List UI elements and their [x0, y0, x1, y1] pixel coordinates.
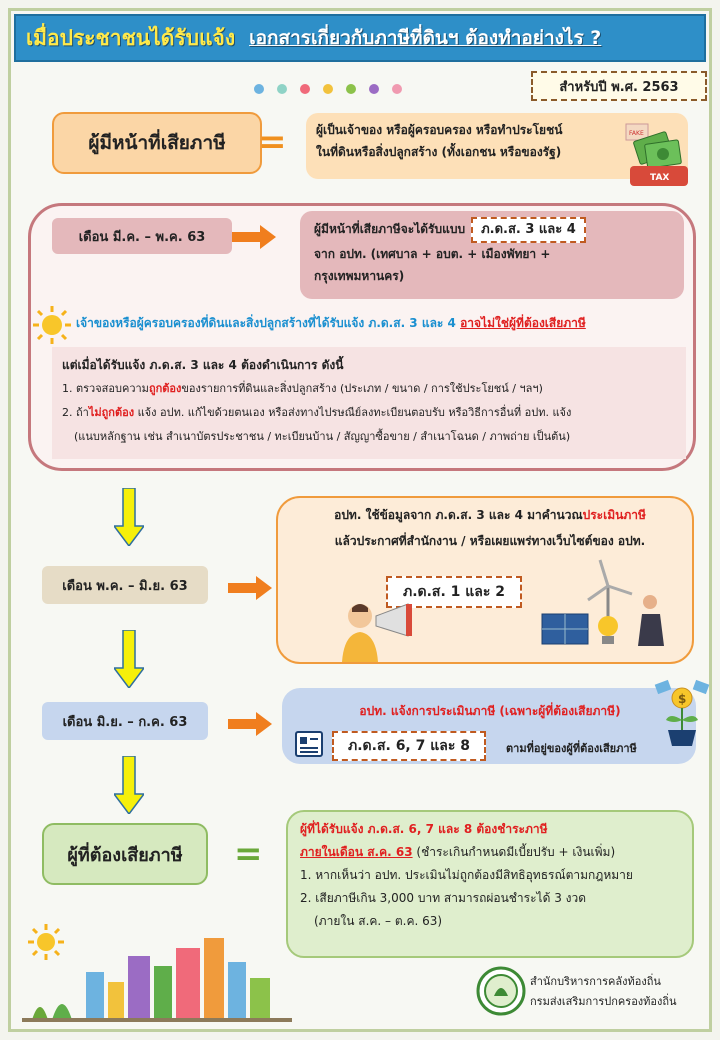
sun-icon	[32, 305, 72, 345]
dot-icon	[392, 84, 402, 94]
month-may-jun: เดือน พ.ค. – มิ.ย. 63	[42, 566, 208, 604]
equals-sign: =	[258, 122, 287, 162]
taxpayer-label: ผู้มีหน้าที่เสียภาษี	[52, 112, 262, 174]
dot-icon	[254, 84, 264, 94]
step1-red: ถูกต้อง	[148, 382, 182, 395]
steps-box	[52, 347, 686, 459]
fake-text: FAKE	[629, 130, 644, 137]
form-tag-pds-6-7-8: ภ.ด.ส. 6, 7 และ 8	[332, 731, 486, 761]
payment-deadline: ภายในเดือน ส.ค. 63	[300, 845, 413, 859]
header-banner	[14, 14, 706, 62]
notice-prefix: ผู้มีหน้าที่เสียภาษีจะได้รับแบบ	[314, 222, 466, 236]
form-tag-pds-1-2: ภ.ด.ส. 1 และ 2	[386, 576, 522, 608]
decorative-dots	[254, 84, 402, 94]
megaphone-person-icon	[338, 598, 428, 666]
notification-line1: อปท. แจ้งการประเมินภาษี (เฉพาะผู้ที่ต้องเสียภาษี)	[359, 704, 621, 718]
month-mar-may: เดือน มี.ค. – พ.ค. 63	[52, 218, 232, 254]
payment-line2-rest: (ชำระเกินกำหนดมีเบี้ยปรับ + เงินเพิ่ม)	[412, 845, 616, 859]
arrow-right-icon	[228, 576, 272, 600]
dot-icon	[346, 84, 356, 94]
step2-red: ไม่ถูกต้อง	[88, 406, 135, 419]
taxpayer-description-line1: ผู้เป็นเจ้าของ หรือผู้ครอบครอง หรือทำประโยชน์	[316, 123, 563, 137]
step2-text-a: 2. ถ้า	[62, 406, 89, 419]
payment-item2: 2. เสียภาษีเกิน 3,000 บาท สามารถผ่อนชำระได้ 3 งวด	[300, 891, 587, 905]
arrow-down-icon	[114, 630, 144, 688]
step2-evidence: (แนบหลักฐาน เช่น สำเนาบัตรประชาชน / ทะเบียนบ้าน / สัญญาซื้อขาย / สำเนาโฉนด / ภาพถ่าย เป็นต้น)	[74, 430, 571, 443]
year-label: สำหรับปี พ.ศ. 2563	[531, 71, 707, 101]
dot-icon	[369, 84, 379, 94]
document-icon	[294, 730, 324, 762]
notice-line3: กรุงเทพมหานคร)	[314, 269, 405, 283]
arrow-down-icon	[114, 488, 144, 546]
month-jun-jul: เดือน มิ.ย. – ก.ค. 63	[42, 702, 208, 740]
step2-text-b: แจ้ง อปท. แก้ไขด้วยตนเอง หรือส่งทางไปรษณีย์ลงทะเบียนตอบรับ หรือวิธีการอื่นที่ อปท. แจ้ง	[134, 406, 572, 419]
assessment-line1: อปท. ใช้ข้อมูลจาก ภ.ด.ส. 3 และ 4 มาคำนวณ	[334, 508, 583, 522]
form-tag-pds-3-4: ภ.ด.ส. 3 และ 4	[471, 217, 586, 243]
taxpayer-description-line2: ในที่ดินหรือสิ่งปลูกสร้าง (ทั้งเอกชน หรือของรัฐ)	[316, 145, 562, 159]
footer-line2: กรมส่งเสริมการปกครองท้องถิ่น	[530, 995, 677, 1008]
equals-sign: =	[234, 834, 263, 874]
tax-money-icon	[624, 122, 694, 194]
dot-icon	[300, 84, 310, 94]
header-title-part1: เมื่อประชาชนได้รับแจ้ง	[26, 25, 236, 50]
dot-icon	[323, 84, 333, 94]
step1-text-a: 1. ตรวจสอบความ	[62, 382, 149, 395]
payment-item1: 1. หากเห็นว่า อปท. ประเมินไม่ถูกต้องมีสิทธิอุทธรณ์ตามกฎหมาย	[300, 868, 633, 882]
step-1	[62, 377, 676, 401]
svg-text:$: $	[678, 692, 687, 706]
footer-line1: สำนักบริหารการคลังท้องถิ่น	[530, 975, 661, 988]
arrow-right-icon	[232, 225, 276, 249]
tax-text: TAX	[650, 173, 670, 183]
payment-item2-sub: (ภายใน ส.ค. – ต.ค. 63)	[314, 914, 443, 928]
renewable-energy-icon	[538, 556, 678, 660]
step-2	[62, 401, 676, 425]
department-logo-icon	[476, 966, 526, 1020]
money-plant-icon	[652, 676, 712, 752]
notification-address: ตามที่อยู่ของผู้ที่ต้องเสียภาษี	[506, 742, 637, 755]
arrow-right-icon	[228, 712, 272, 736]
assessment-text	[290, 502, 690, 554]
payment-line1: ผู้ที่ได้รับแจ้ง ภ.ด.ส. 6, 7 และ 8 ต้องชำระภาษี	[300, 822, 548, 836]
notice-line2: จาก อปท. (เทศบาล + อบต. + เมืองพัทยา +	[314, 247, 551, 261]
assessment-line1-red: ประเมินภาษี	[582, 508, 646, 522]
steps-title: แต่เมื่อได้รับแจ้ง ภ.ด.ส. 3 และ 4 ต้องดำเนินการ ดังนี้	[62, 358, 344, 372]
payer-label: ผู้ที่ต้องเสียภาษี	[42, 823, 208, 885]
sun-note-warning: อาจไม่ใช่ผู้ที่ต้องเสียภาษี	[460, 316, 586, 330]
assessment-line2: แล้วประกาศที่สำนักงาน / หรือเผยแพร่ทางเว็บไซต์ของ อปท.	[334, 534, 646, 548]
header-title-part2: เอกสารเกี่ยวกับภาษีที่ดินฯ ต้องทำอย่างไร ?	[249, 27, 602, 49]
payment-box	[286, 810, 694, 958]
arrow-down-icon	[114, 756, 144, 814]
dot-icon	[277, 84, 287, 94]
sun-note	[76, 314, 586, 333]
sun-note-prefix: เจ้าของหรือผู้ครอบครองที่ดินและสิ่งปลูกสร้างที่ได้รับแจ้ง	[76, 316, 365, 330]
step1-text-b: ของรายการที่ดินและสิ่งปลูกสร้าง (ประเภท / ขนาด / การใช้ประโยชน์ / ฯลฯ)	[181, 382, 543, 395]
footer	[530, 972, 677, 1012]
city-skyline-icon	[22, 922, 292, 1026]
sun-note-form: ภ.ด.ส. 3 และ 4	[368, 316, 456, 330]
notice-box	[300, 211, 684, 299]
